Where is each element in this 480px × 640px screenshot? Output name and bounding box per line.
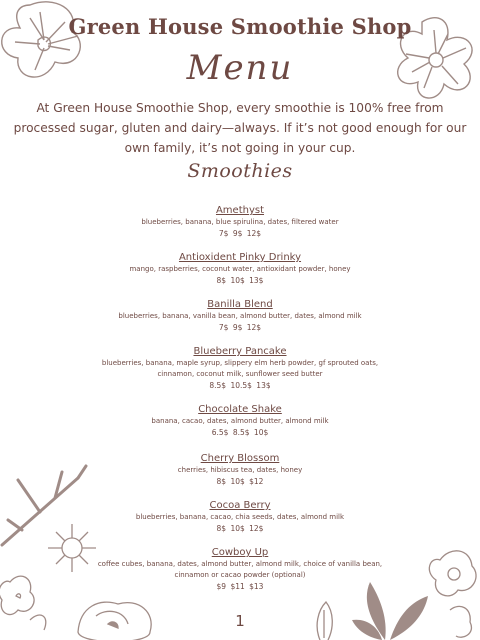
item-prices: $9 $11 $13 bbox=[216, 582, 264, 591]
item-prices: 8.5$ 10.5$ 13$ bbox=[209, 381, 271, 390]
item-description: blueberries, banana, vanilla bean, almond butter, dates, almond milk bbox=[118, 312, 362, 320]
shop-title: Green House Smoothie Shop bbox=[68, 14, 412, 39]
menu-item bbox=[0, 204, 480, 239]
menu-heading: Menu bbox=[186, 48, 294, 88]
menu-item bbox=[0, 499, 480, 534]
menu-item bbox=[0, 251, 480, 286]
item-description: mango, raspberries, coconut water, antioxidant powder, honey bbox=[129, 265, 351, 273]
menu-item bbox=[0, 403, 480, 438]
item-name: Cherry Blossom bbox=[200, 453, 280, 464]
item-description: blueberries, banana, cacao, chia seeds, dates, almond milk bbox=[135, 513, 345, 521]
menu-item bbox=[0, 345, 480, 391]
item-prices: 8$ 10$ 12$ bbox=[216, 524, 264, 533]
item-prices: 7$ 9$ 12$ bbox=[218, 323, 262, 332]
item-description: blueberries, banana, blue spirulina, dates, filtered water bbox=[141, 218, 339, 226]
item-name: Amethyst bbox=[215, 205, 265, 216]
menu-item bbox=[0, 298, 480, 333]
item-name: Cowboy Up bbox=[211, 547, 269, 558]
item-description: cherries, hibiscus tea, dates, honey bbox=[177, 466, 303, 474]
item-prices: 6.5$ 8.5$ 10$ bbox=[211, 428, 269, 437]
item-name: Chocolate Shake bbox=[198, 404, 282, 415]
item-prices: 8$ 10$ $12 bbox=[216, 477, 264, 486]
item-prices: 7$ 9$ 12$ bbox=[218, 229, 262, 238]
item-description: coffee cubes, banana, dates, almond butter, almond milk, choice of vanilla bean, cinnamon or cacao powder (optional) bbox=[97, 560, 383, 579]
section-heading-smoothies: Smoothies bbox=[187, 160, 293, 182]
intro-paragraph: At Green House Smoothie Shop, every smoothie is 100% free from processed sugar, gluten and dairy—always. If it’s not good enough for our own family, it’s not going in your cup. bbox=[13, 101, 467, 155]
menu-item bbox=[0, 452, 480, 487]
page-number: 1 bbox=[235, 612, 245, 630]
item-name: Blueberry Pancake bbox=[193, 346, 287, 357]
item-description: banana, cacao, dates, almond butter, almond milk bbox=[151, 417, 329, 425]
item-prices: 8$ 10$ 13$ bbox=[216, 276, 264, 285]
menu-item bbox=[0, 546, 480, 592]
item-name: Banilla Blend bbox=[207, 299, 273, 310]
item-description: blueberries, banana, maple syrup, slippery elm herb powder, gf sprouted oats, cinnamon, coconut milk, sunflower seed butter bbox=[101, 359, 379, 378]
smoothie-list bbox=[0, 204, 480, 592]
item-name: Cocoa Berry bbox=[209, 500, 271, 511]
item-name: Antioxident Pinky Drinky bbox=[178, 252, 302, 263]
